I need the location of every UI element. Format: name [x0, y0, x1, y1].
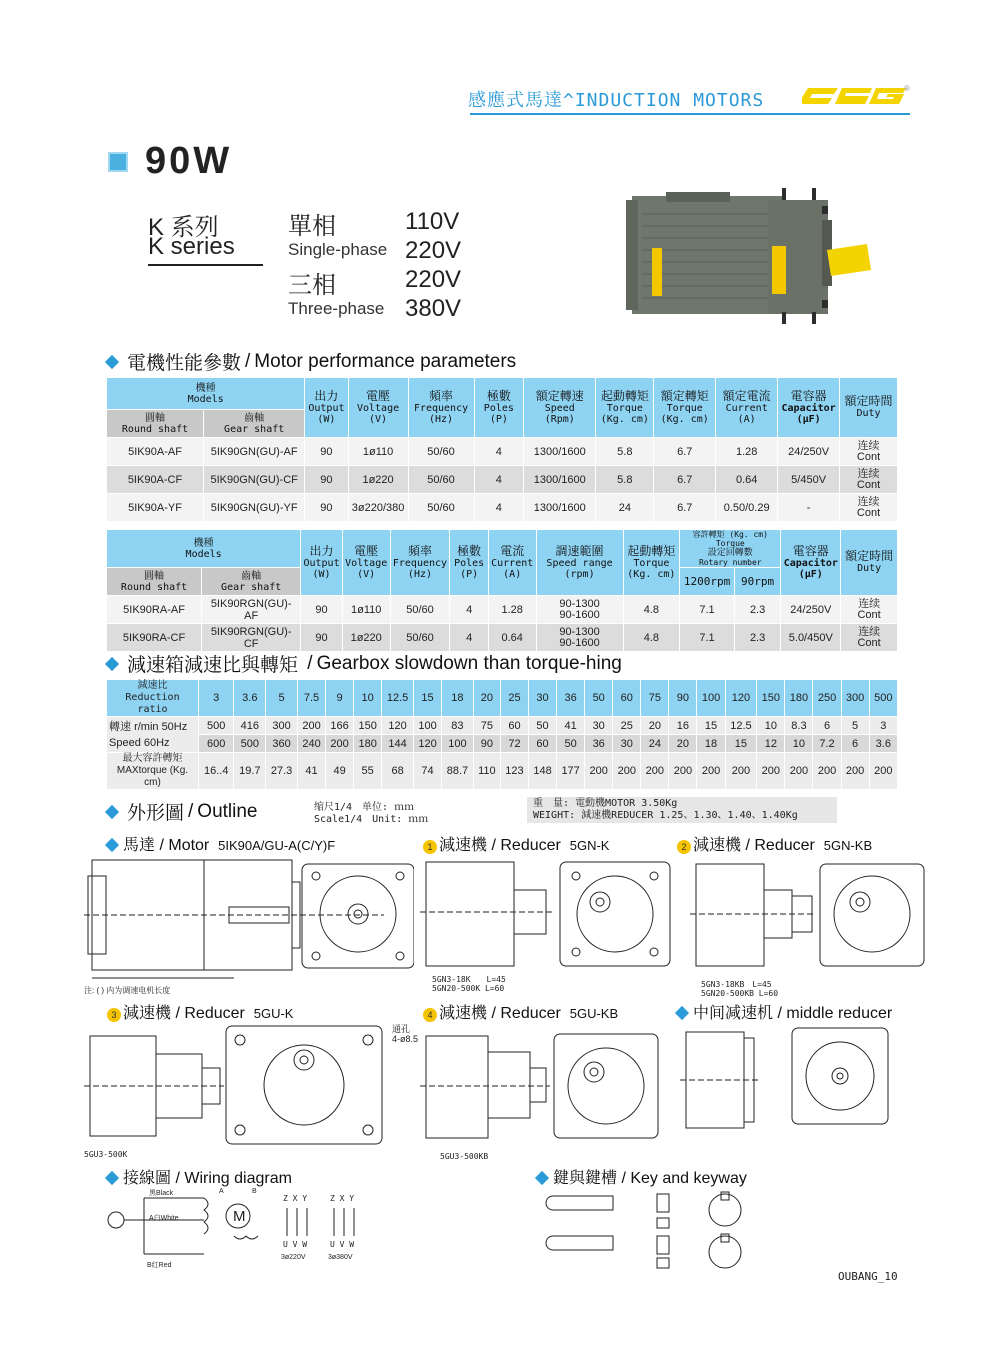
gear-cell: 177	[557, 753, 585, 790]
gear-cell: 6	[841, 735, 869, 753]
outline-heading: 外形圖 / Outline	[107, 798, 258, 825]
col-speed: 額定轉速 Speed (Rpm)	[524, 378, 596, 438]
gear-cell: 30	[529, 680, 557, 717]
reducer1-drawing	[420, 852, 690, 977]
gear-cell: 3.6	[869, 735, 897, 753]
power-title: 90W	[145, 140, 233, 182]
single-en: Single-phase	[288, 240, 388, 259]
gear-cell: 200	[841, 753, 869, 790]
gear-cell: 120	[413, 735, 441, 753]
gear-cell: 144	[382, 735, 414, 753]
single-cn: 單相	[288, 213, 336, 240]
gear-cell: 10	[785, 735, 813, 753]
gear-cell: 75	[641, 680, 669, 717]
gear-cell: 25	[613, 717, 641, 735]
gear-cell: 19.7	[234, 753, 266, 790]
three-en: Three-phase	[288, 299, 385, 318]
gear-cell: 200	[641, 753, 669, 790]
gear-cell: 90	[669, 680, 697, 717]
col-start-torque: 起動轉矩 Torque (Kg. cm)	[596, 378, 654, 438]
gear-cell: 83	[442, 717, 474, 735]
gear-cell: 3	[869, 717, 897, 735]
scale-en: Scale1/4 Unit: ｍｍ	[314, 814, 429, 825]
gear-cell: 100	[413, 717, 441, 735]
reducer4-drawing	[420, 1020, 670, 1155]
gear-cell: 50	[585, 680, 613, 717]
gear-cell: 200	[697, 753, 725, 790]
col-poles: 極數 Poles (P)	[474, 378, 524, 438]
gear-cell: 74	[413, 753, 441, 790]
gear-cell: 100	[697, 680, 725, 717]
voltage-220-single: 220V	[405, 237, 462, 264]
middle-reducer-drawing	[680, 1020, 900, 1140]
gear-cell: 20	[473, 680, 500, 717]
gear-cell: 18	[697, 735, 725, 753]
gear-cell: 7.5	[297, 680, 325, 717]
gear-cell: 200	[757, 753, 785, 790]
table-row: 5IK90RA-AF 5IK90RGN(GU)-AF 90 1ø110 50/60 4 1.28 90-1300 90-1600 4.8 7.1 2.3 24/250V 连续 Cont	[107, 596, 898, 624]
gear-cell: 416	[234, 717, 266, 735]
gear-cell: 24	[641, 735, 669, 753]
gear-cell: 500	[199, 717, 234, 735]
gear-cell: 12.5	[382, 680, 414, 717]
col-capacitor: 電容器 Capacitor (μF)	[778, 378, 840, 438]
gear-cell: 200	[669, 753, 697, 790]
perf-title-en: Motor performance parameters	[254, 350, 517, 372]
key-heading: 鍵與鍵槽 / Key and keyway	[537, 1165, 747, 1188]
registered-mark: ®	[904, 84, 910, 93]
gear-cell: 75	[473, 717, 500, 735]
diamond-bullet-icon	[105, 804, 119, 818]
motor-photo	[622, 186, 872, 326]
reducer3-drawing	[84, 1020, 424, 1155]
col-frequency: 頻率 Frequency (Hz)	[408, 378, 474, 438]
col-models-2: 機種 Models	[107, 530, 301, 568]
gear-cell: 180	[354, 735, 382, 753]
gear-cell: 300	[841, 680, 869, 717]
reducer4-label: 4 減速機 / Reducer 5GU-KB	[423, 1000, 618, 1023]
gear-cell: 200	[585, 753, 613, 790]
gear-cell: 500	[234, 735, 266, 753]
gear-cell: 18	[442, 680, 474, 717]
gear-cell: 7.2	[813, 735, 841, 753]
gear-cell: 6	[813, 717, 841, 735]
gear-cell: 200	[813, 753, 841, 790]
gear-cell: 200	[613, 753, 641, 790]
col-rated-torque: 額定轉矩 Torque (Kg. cm)	[654, 378, 716, 438]
gear-cell: 5	[266, 680, 298, 717]
gear-cell: 3	[199, 680, 234, 717]
gear-cell: 360	[266, 735, 298, 753]
col-models: 機種 Models	[107, 378, 305, 410]
motor-outline-label: 馬達 / Motor 5IK90A/GU-A(C/Y)F	[107, 832, 335, 855]
gear-cell: 8.3	[785, 717, 813, 735]
col-round-shaft: 圓軸 Round shaft	[107, 410, 204, 438]
diamond-bullet-icon	[105, 354, 119, 368]
gear-cell: 9	[326, 680, 354, 717]
table-row: 5IK90RA-CF 5IK90RGN(GU)-CF 90 1ø220 50/60 4 0.64 90-1300 90-1600 4.8 7.1 2.3 5.0/450V 连续 Cont	[107, 624, 898, 652]
gear-cell: 41	[297, 753, 325, 790]
gear-cell: 150	[757, 680, 785, 717]
gear-cell: 27.3	[266, 753, 298, 790]
gear-cell: 240	[297, 735, 325, 753]
gear-cell: 200	[326, 735, 354, 753]
motor-outline-drawing	[84, 852, 414, 994]
gear-table: 減速比 Reduction ratio 3 3.6 5 7.5 9 10 12.5 15 18 20 25 30 36 50 60 75 90 100 120 150 180 250 300 500 轉速 r/min 50Hz Speed 60Hz 500 416 300 200 166 150 120 100 83 75 60 50 41 30 25 20 16 15 12.5 10 8.3 6 5 3 600 500 360 240 200 180 144 120 100 90 72 60 50 36 30 24 20 18 15 12 10 7.2 6 3.6 最大容許轉矩 MAXtorque (Kg. cm) 16..4 19.7 27.3 41 49 55 68 74 88.7 110 123 148 177 200 200 200 200 200 200 200 200 200 200 200	[106, 679, 898, 790]
speed-control-table: 機種 Models 出力 Output (W) 電壓 Voltage (V) 頻率 Frequency (Hz) 極數 Poles (P) 電流 Current (A) 調速範圍 Speed range (rpm) 起動轉矩 Torque (Kg. cm) 容許轉矩 (Kg. cm) Torque 設定回轉數 Rotary number 電容器 Capacitor (μF) 額定時間 Duty 圓軸 Round shaft 齒軸 Gear shaft 1200rpm 90rpm 5IK90RA-AF 5IK90RGN(GU)-AF 90 1ø110 50/60 4 1.28 90-1300 90-1600 4.8 7.1 2.3 24/250V 连续 Cont 5IK90RA-CF 5IK90RGN(GU)-CF 90 1ø220 50/60 4 0.64 90-1300 90-1600 4.8 7.1 2.3 5.0/450V 连续 Cont	[106, 529, 898, 652]
gear-cell: 88.7	[442, 753, 474, 790]
gear-cell: 250	[813, 680, 841, 717]
gear-cell: 36	[585, 735, 613, 753]
gear-cell: 16	[669, 717, 697, 735]
gear-cell: 25	[500, 680, 528, 717]
col-gear-shaft: 齒軸 Gear shaft	[204, 410, 305, 438]
header-title: 感應式馬達^INDUCTION MOTORS	[468, 90, 765, 111]
col-current: 額定電流 Current (A)	[716, 378, 778, 438]
series-underline	[148, 264, 263, 266]
series-cn: K 系列	[148, 214, 219, 241]
gear-cell: 120	[382, 717, 414, 735]
gear-cell: 55	[354, 753, 382, 790]
voltage-220-three: 220V	[405, 266, 462, 293]
gear-cell: 10	[757, 717, 785, 735]
gear-cell: 166	[326, 717, 354, 735]
gear-cell: 3.6	[234, 680, 266, 717]
gear-cell: 110	[473, 753, 500, 790]
perf-heading: 電機性能參數 / Motor performance parameters	[107, 348, 516, 375]
reducer2-label: 2 減速機 / Reducer 5GN-KB	[677, 832, 872, 855]
weight-box: 重 量: 電動機MOTOR 3.50Kg WEIGHT: 減速機REDUCER 1.25、1.30、1.40、1.40Kg	[527, 797, 837, 823]
motor-note: 注: ( ) 内为调速电机长度	[84, 986, 171, 995]
gear-cell: 90	[473, 735, 500, 753]
diamond-bullet-icon	[105, 656, 119, 670]
three-cn: 三相	[288, 272, 336, 299]
gear-cell: 20	[669, 735, 697, 753]
reducer3-label: 3 減速機 / Reducer 5GU-K	[107, 1000, 293, 1023]
perf-title-cn: 電機性能參數	[127, 353, 242, 374]
table-row: 5IK90A-CF 5IK90GN(GU)-CF 90 1ø220 50/60 4 1300/1600 5.8 6.7 0.64 5/450V 连续 Cont	[107, 466, 898, 494]
col-voltage: 電壓 Voltage (V)	[348, 378, 408, 438]
gear-cell: 10	[354, 680, 382, 717]
gear-cell: 200	[869, 753, 897, 790]
gear-cell: 68	[382, 753, 414, 790]
perf-table	[106, 377, 898, 522]
reducer2-drawing	[690, 852, 950, 980]
gear-cell: 41	[557, 717, 585, 735]
gear-cell: 5	[841, 717, 869, 735]
gear-cell: 60	[529, 735, 557, 753]
gear-cell: 200	[725, 753, 757, 790]
gear-cell: 148	[529, 753, 557, 790]
footer-page: OUBANG_10	[838, 1270, 898, 1283]
col-output: 出力 Output (W)	[305, 378, 348, 438]
scale-cn: 缩尺1/4 单位: ｍｍ	[314, 802, 415, 813]
wiring-heading: 接線圖 / Wiring diagram	[107, 1165, 292, 1188]
gear-cell: 150	[354, 717, 382, 735]
gear-cell: 123	[500, 753, 528, 790]
brand-logo	[802, 84, 910, 108]
gear-cell: 15	[725, 735, 757, 753]
gear-cell: 200	[785, 753, 813, 790]
gear-cell: 15	[697, 717, 725, 735]
gear-cell: 60	[613, 680, 641, 717]
gear-cell: 15	[413, 680, 441, 717]
gear-cell: 20	[641, 717, 669, 735]
gear-cell: 50	[557, 735, 585, 753]
col-duty: 額定時間 Duty	[840, 378, 898, 438]
gear-cell: 36	[557, 680, 585, 717]
voltage-380: 380V	[405, 295, 462, 322]
gear-cell: 120	[725, 680, 757, 717]
gear-cell: 500	[869, 680, 897, 717]
gear-cell: 30	[613, 735, 641, 753]
gear-cell: 600	[199, 735, 234, 753]
voltage-110: 110V	[405, 208, 460, 235]
gear-cell: 200	[297, 717, 325, 735]
gear-cell: 50	[529, 717, 557, 735]
gear-cell: 12.5	[725, 717, 757, 735]
reducer1-label: 1 減速機 / Reducer 5GN-K	[423, 832, 609, 855]
gear-cell: 100	[442, 735, 474, 753]
gear-cell: 72	[500, 735, 528, 753]
gear-cell: 180	[785, 680, 813, 717]
gear-cell: 16..4	[199, 753, 234, 790]
header-rule	[470, 113, 910, 115]
power-icon	[108, 152, 128, 172]
key-keyway-drawing	[545, 1186, 785, 1276]
series-en: K series	[148, 233, 235, 260]
table-row: 5IK90A-YF 5IK90GN(GU)-YF 90 3ø220/380 50/60 4 1300/1600 24 6.7 0.50/0.29 - 连续 Cont	[107, 494, 898, 522]
gear-cell: 12	[757, 735, 785, 753]
middle-reducer-label: 中间减速机 / middle reducer	[677, 1000, 892, 1023]
gear-heading: 減速箱減速比與轉矩 / Gearbox slowdown than torque-hing	[107, 650, 622, 677]
gear-cell: 30	[585, 717, 613, 735]
gear-cell: 300	[266, 717, 298, 735]
gear-cell: 60	[500, 717, 528, 735]
gear-cell: 49	[326, 753, 354, 790]
table-row: 5IK90A-AF 5IK90GN(GU)-AF 90 1ø110 50/60 4 1300/1600 5.8 6.7 1.28 24/250V 连续 Cont	[107, 438, 898, 466]
